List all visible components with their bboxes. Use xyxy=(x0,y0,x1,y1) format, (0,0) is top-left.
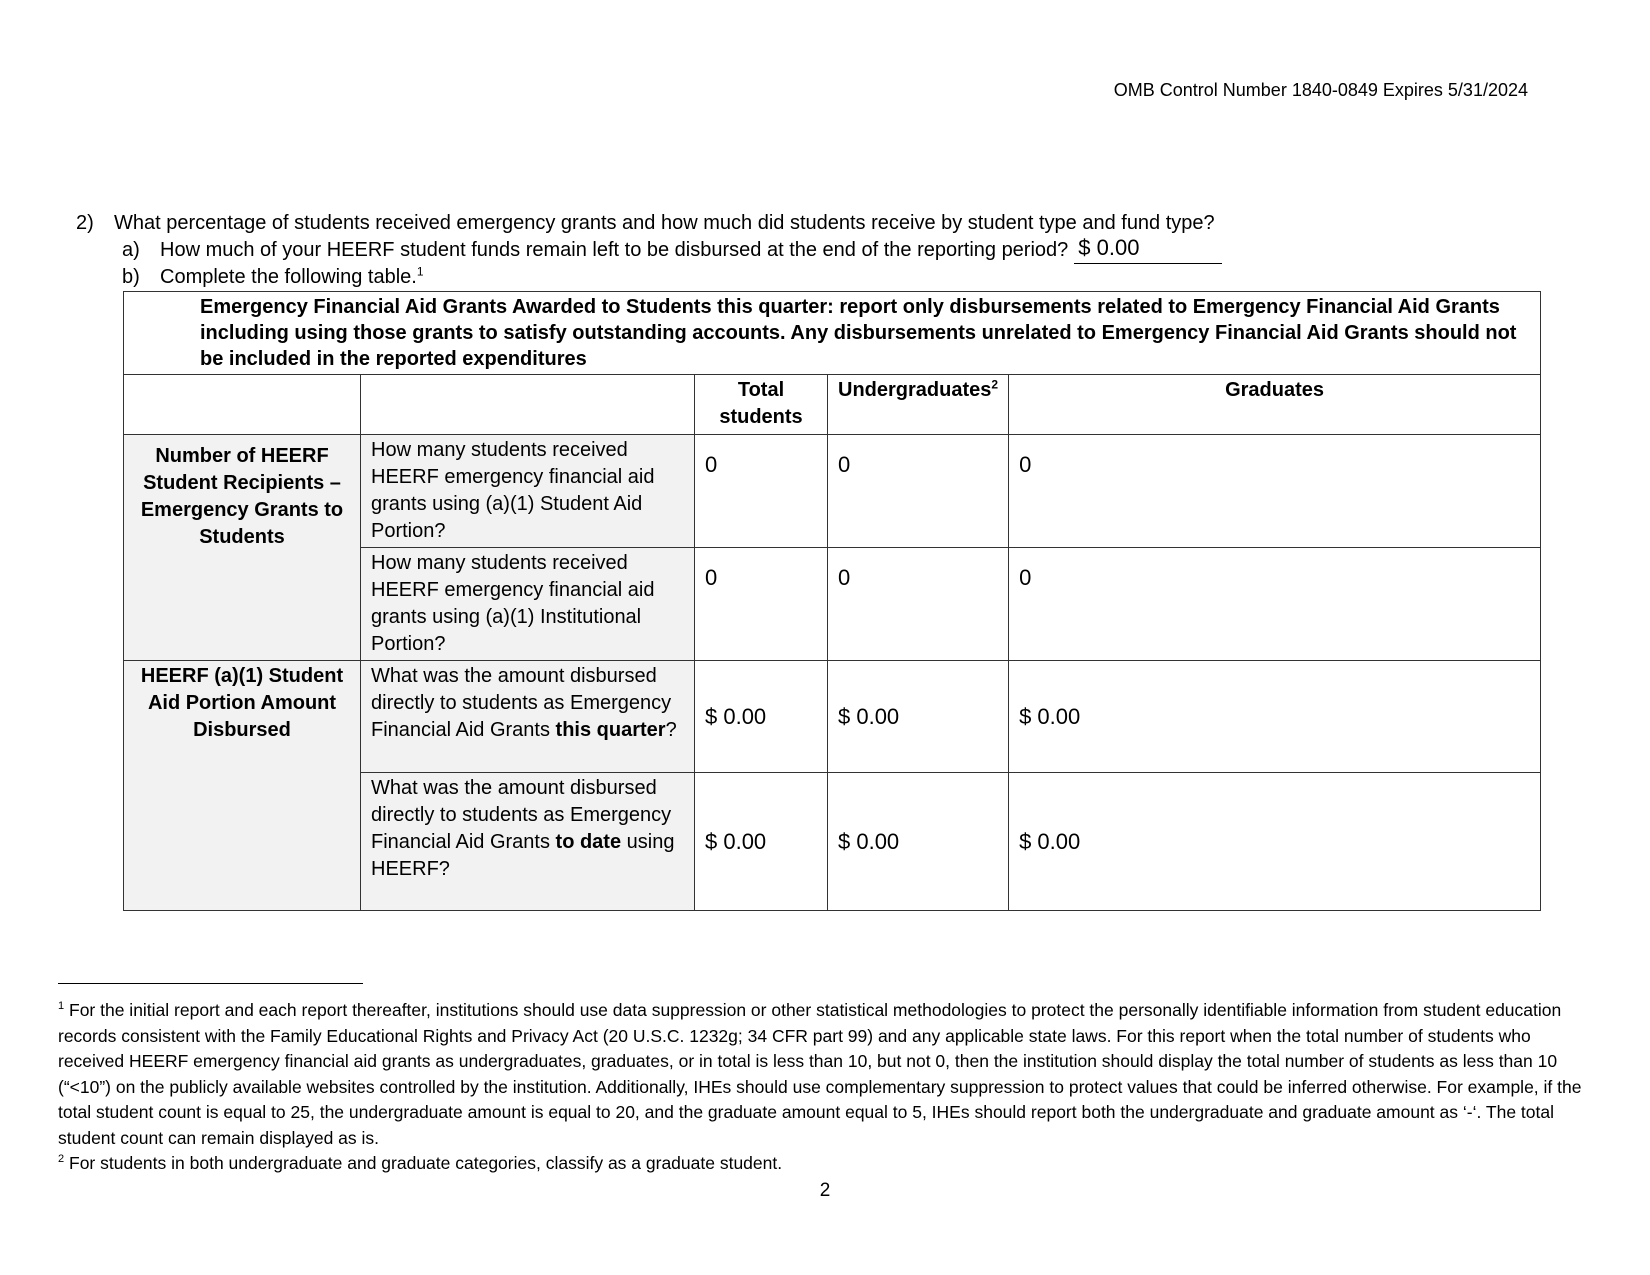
grad-amount-value[interactable]: $ 0.00 xyxy=(1009,773,1541,911)
grad-value[interactable]: 0 xyxy=(1009,435,1541,548)
sub-text-b: Complete the following table.$^1$ xyxy=(160,264,424,288)
footnote-divider xyxy=(58,983,363,984)
col-header-total: Total students xyxy=(695,375,828,435)
footnote-ref-2: 2 xyxy=(991,377,999,392)
emergency-grants-table xyxy=(123,291,1541,911)
undergrad-amount-value[interactable]: $ 0.00 xyxy=(828,773,1009,911)
total-amount-value[interactable]: $ 0.00 xyxy=(695,661,828,773)
row-question: How many students received HEERF emergency financial aid grants using (a)(1) Institutional Portion? xyxy=(361,548,695,661)
question-2 xyxy=(76,210,1556,237)
row-group-recipients: Number of HEERF Student Recipients – Emergency Grants to Students xyxy=(124,435,361,661)
remaining-funds-field[interactable]: $ 0.00 xyxy=(1074,237,1222,264)
question-block xyxy=(76,210,1556,291)
total-amount-value[interactable]: $ 0.00 xyxy=(695,773,828,911)
header-empty-1 xyxy=(124,375,361,435)
footnote-ref-1: 1 xyxy=(416,264,424,279)
question-number: 2) xyxy=(76,212,94,234)
footnote-2: $^2$ For students in both undergraduate and graduate categories, classify as a graduate student. xyxy=(58,1153,783,1173)
grad-value[interactable]: 0 xyxy=(1009,548,1541,661)
row-question: What was the amount disbursed directly to students as Emergency Financial Aid Grants to date using HEERF? xyxy=(361,773,695,911)
sub-label-b: b) xyxy=(122,266,140,288)
row-question: What was the amount disbursed directly to students as Emergency Financial Aid Grants this quarter? xyxy=(361,661,695,773)
table-banner: Emergency Financial Aid Grants Awarded to Students this quarter: report only disbursements related to Emergency Financial Aid Grants including using those grants to satisfy outstanding accounts. Any disbursements unrelated to Emergency Financial Aid Grants should not be included in the reported expenditures xyxy=(124,292,1541,375)
footnote-1: $^1$ For the initial report and each report thereafter, institutions should use data suppression or other statistical methodologies to protect the personally identifiable information from student education records consistent with the Family Educational Rights and Privacy Act (20 U.S.C. 1232g; 34 CFR part 99) and any applicable state laws. For this report when the total number of students who received HEERF emergency financial aid grants as undergraduates, graduates, or in total is less than 10, but not 0, then the institution should display the total number of students as less than 10 (“<10”) on the publicly available websites controlled by the institution. Additionally, IHEs should use complementary suppression to protect values that could be inferred otherwise. For example, if the total student count is equal to 25, the undergraduate amount is equal to 20, and the graduate amount equal to 5, IHEs should report both the undergraduate and graduate amount as ‘-‘. The total student count can remain displayed as is. xyxy=(58,1000,1582,1148)
sub-text-a: How much of your HEERF student funds remain left to be disbursed at the end of the reporting period? xyxy=(160,239,1069,261)
omb-control-number: OMB Control Number 1840-0849 Expires 5/31/2024 xyxy=(1113,80,1528,100)
grad-amount-value[interactable]: $ 0.00 xyxy=(1009,661,1541,773)
question-2a xyxy=(122,237,1556,264)
undergrad-value[interactable]: 0 xyxy=(828,548,1009,661)
table-row xyxy=(124,435,1541,548)
undergrad-value[interactable]: 0 xyxy=(828,435,1009,548)
row-question: How many students received HEERF emergency financial aid grants using (a)(1) Student Aid Portion? xyxy=(361,435,695,548)
page-number: 2 xyxy=(819,1180,831,1201)
question-2b xyxy=(122,264,1556,291)
col-header-undergrad: Undergraduates$^2$ xyxy=(828,375,1009,435)
table-banner-row xyxy=(124,292,1541,375)
footnotes xyxy=(58,998,1594,1177)
header-empty-2 xyxy=(361,375,695,435)
table-header-row xyxy=(124,375,1541,435)
total-students-value[interactable]: 0 xyxy=(695,435,828,548)
total-students-value[interactable]: 0 xyxy=(695,548,828,661)
row-group-amount-disbursed: HEERF (a)(1) Student Aid Portion Amount Disbursed xyxy=(124,661,361,911)
sub-label-a: a) xyxy=(122,239,140,261)
table-row xyxy=(124,661,1541,773)
col-header-grad: Graduates xyxy=(1009,375,1541,435)
undergrad-amount-value[interactable]: $ 0.00 xyxy=(828,661,1009,773)
question-text: What percentage of students received emergency grants and how much did students receive by student type and fund type? xyxy=(114,212,1215,234)
